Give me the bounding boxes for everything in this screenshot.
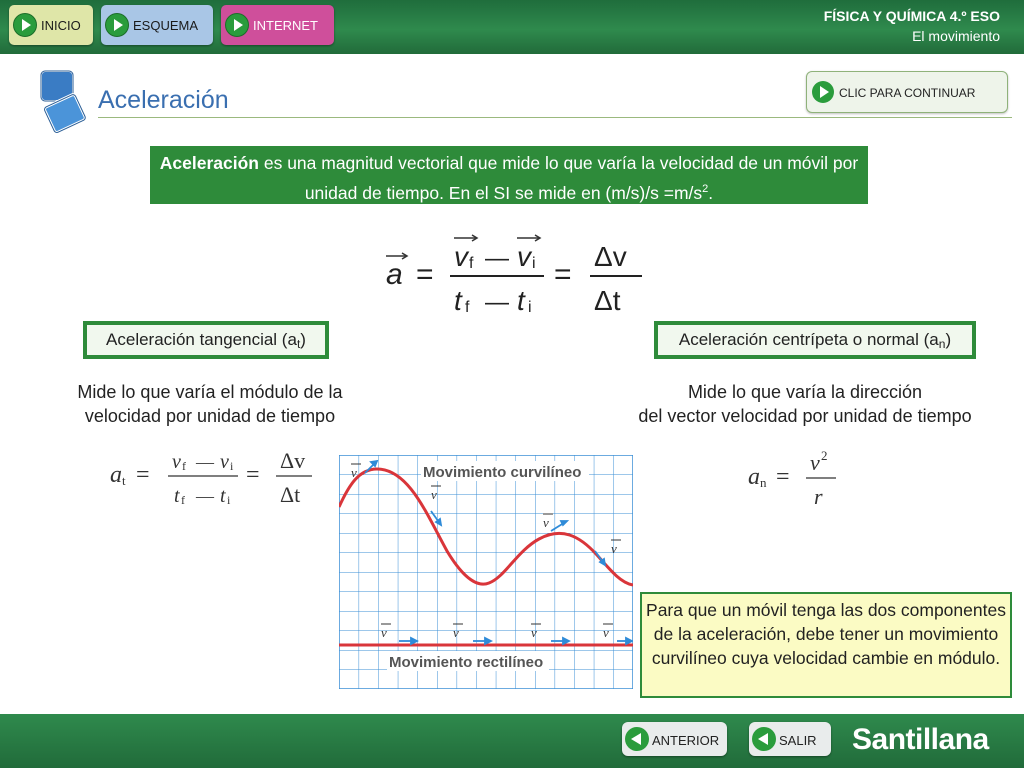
formula-minus-2: —	[485, 289, 509, 316]
topic-title: El movimiento	[912, 28, 1000, 44]
course-header	[824, 8, 1000, 44]
note-box: Para que un móvil tenga las dos componentes de la aceleración, debe tener un movimiento curvilíneo cuya velocidad cambie en módulo.	[640, 592, 1012, 698]
centripetal-label-sub: n	[938, 337, 946, 351]
formula-sub-i: i	[532, 255, 536, 272]
vector-label: v	[603, 625, 609, 640]
main-acceleration-formula	[372, 228, 652, 320]
vector-label: v	[351, 465, 357, 480]
definition-box	[150, 146, 868, 204]
subject-title: FÍSICA Y QUÍMICA 4.º ESO	[823, 8, 1000, 24]
inicio-button[interactable]	[9, 5, 93, 45]
centripetal-label-text: Aceleración centrípeta o normal (a	[678, 330, 939, 349]
tf-sub: t	[122, 473, 126, 488]
tangential-label-sub: t	[296, 337, 301, 351]
play-icon	[225, 13, 249, 37]
brand-logo: Santillana	[852, 723, 989, 756]
tf-tf-sub: f	[181, 493, 185, 507]
vector-label: v	[453, 625, 459, 640]
centripetal-label-end: )	[945, 330, 952, 349]
internet-button[interactable]	[221, 5, 334, 45]
tf-vi: v	[220, 451, 229, 473]
cf-v: v	[810, 450, 820, 475]
back-arrow-icon	[752, 727, 776, 751]
continue-button[interactable]	[806, 71, 1008, 113]
formula-equals-1: =	[416, 258, 434, 291]
centripetal-description-line2: del vector velocidad por unidad de tiempo	[638, 406, 972, 426]
definition-term: Aceleración	[159, 153, 259, 173]
formula-den-sub-i: i	[528, 299, 532, 316]
anterior-button[interactable]	[622, 722, 727, 756]
definition-unit-exponent: 2	[702, 183, 709, 195]
anterior-label: ANTERIOR	[652, 733, 720, 748]
centripetal-description	[600, 380, 1010, 428]
tangential-label-end: )	[300, 330, 306, 349]
tf-dv: Δv	[280, 448, 306, 473]
tf-ti-sub: i	[227, 493, 231, 507]
tf-i: i	[230, 459, 234, 473]
inicio-label: INICIO	[41, 18, 81, 33]
centripetal-acceleration-label	[654, 321, 976, 359]
back-arrow-icon	[625, 727, 649, 751]
cf-r: r	[814, 484, 823, 509]
esquema-button[interactable]	[101, 5, 213, 45]
tf-eq-1: =	[136, 462, 150, 488]
page-title: Aceleración	[98, 86, 229, 114]
tf-minus-2: —	[196, 486, 214, 506]
formula-v-i: v	[517, 241, 531, 272]
play-icon	[105, 13, 129, 37]
salir-button[interactable]	[749, 722, 831, 756]
tf-f: f	[182, 459, 186, 473]
footer-bar	[0, 714, 1024, 768]
formula-delta-v: Δv	[594, 241, 627, 272]
centripetal-formula	[744, 446, 844, 510]
salir-label: SALIR	[779, 733, 817, 748]
vector-label: v	[531, 625, 537, 640]
definition-equals: =	[663, 182, 674, 203]
tf-minus-1: —	[196, 452, 214, 472]
motion-figure	[339, 455, 633, 689]
title-divider	[98, 117, 1012, 118]
section-icon	[38, 68, 88, 138]
definition-text: es una magnitud vectorial que mide lo que varía la velocidad de un móvil por unidad de tiempo. En el SI se mide en (m/s)/s	[258, 153, 859, 203]
vector-label: v	[543, 515, 549, 530]
tangential-description: Mide lo que varía el módulo de la velocidad por unidad de tiempo	[77, 382, 343, 426]
formula-t-i: t	[517, 285, 525, 316]
formula-equals-2: =	[554, 258, 572, 291]
tf-a: a	[110, 462, 122, 488]
tangential-formula	[104, 444, 328, 510]
formula-den-sub-f: f	[465, 299, 470, 316]
definition-end: .	[708, 182, 714, 203]
formula-t-f: t	[454, 285, 462, 316]
play-icon	[812, 81, 834, 103]
tf-tf: t	[174, 485, 180, 507]
internet-label: INTERNET	[253, 18, 318, 33]
tf-ti: t	[220, 485, 226, 507]
cf-eq: =	[776, 464, 790, 490]
tangential-label-text: Aceleración tangencial (a	[106, 330, 297, 349]
top-bar	[0, 0, 1024, 54]
cf-sub: n	[760, 475, 767, 490]
formula-delta-t: Δt	[594, 285, 621, 316]
tf-dt: Δt	[280, 482, 301, 507]
tf-eq-2: =	[246, 462, 260, 488]
formula-v: v	[454, 241, 468, 272]
rectilinear-label: Movimiento rectilíneo	[389, 654, 544, 671]
centripetal-description-line1: Mide lo que varía la dirección	[687, 382, 923, 402]
esquema-label: ESQUEMA	[133, 18, 199, 33]
curvilinear-label: Movimiento curvilíneo	[423, 464, 582, 481]
tf-vf: v	[172, 451, 181, 473]
play-icon	[13, 13, 37, 37]
vector-label: v	[611, 541, 617, 556]
vector-label: v	[431, 487, 437, 502]
cf-exp: 2	[821, 448, 828, 463]
cf-a: a	[748, 464, 760, 490]
vector-label: v	[381, 625, 387, 640]
formula-a: a	[386, 258, 403, 291]
definition-unit: m/s	[673, 182, 703, 203]
formula-sub-f: f	[469, 255, 474, 272]
formula-minus-1: —	[485, 245, 509, 272]
tangential-acceleration-label	[83, 321, 329, 359]
continue-label: CLIC PARA CONTINUAR	[839, 86, 976, 100]
